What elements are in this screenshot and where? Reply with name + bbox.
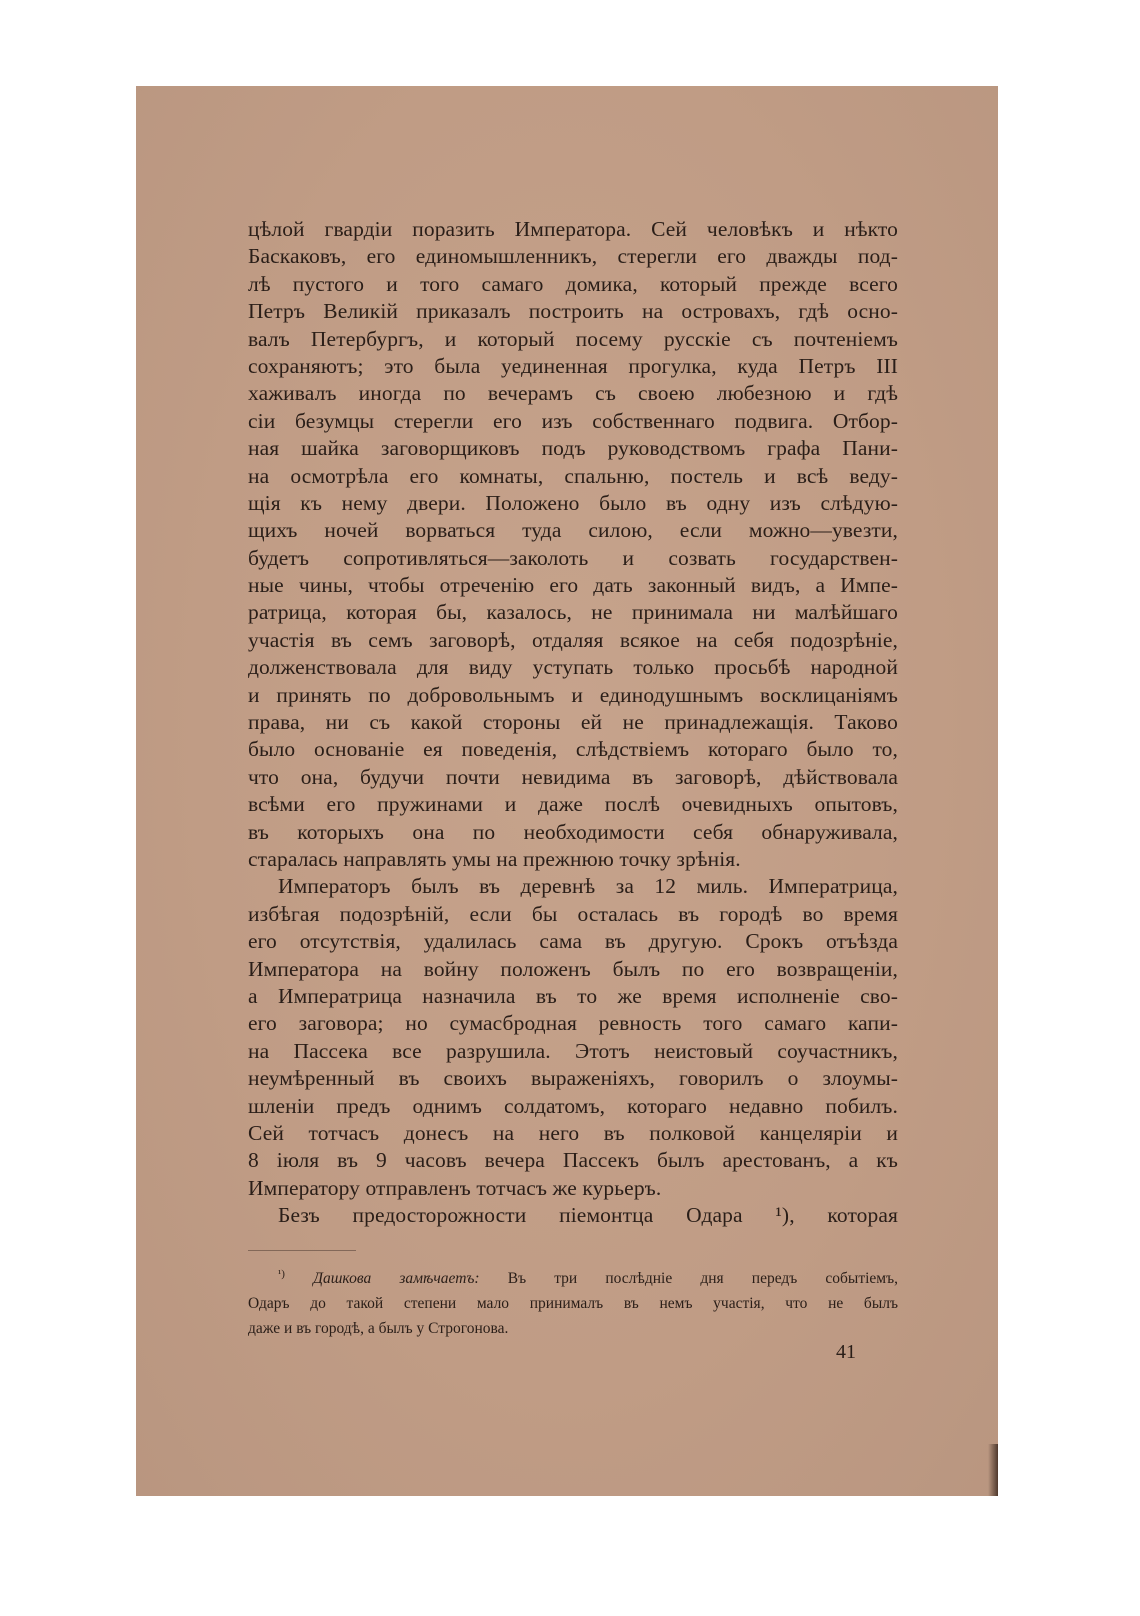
footnote-line: Одаръ до такой степени мало принималъ въ немъ участія, что не былъ [248,1295,898,1312]
text-line: и принять по добровольнымъ и единодушнымъ восклицаніямъ [248,682,898,707]
footnote-line [248,1266,898,1291]
text-line: цѣлой гвардіи поразить Императора. Сей человѣкъ и нѣкто [248,217,898,241]
text-line: всѣми его пружинами и даже послѣ очевидныхъ опытовъ, [248,792,898,817]
text-line: Императора на войну положенъ былъ по его возвращеніи, [248,956,898,981]
page-edge-shadow [988,1444,998,1496]
page-number: 41 [836,1341,856,1363]
text-line: Безъ предосторожности піемонтца Одара ¹), которая [278,1203,898,1228]
text-line: ратрица, которая бы, казалось, не принимала ни малѣйшаго [248,600,898,625]
text-line: старалась направлять умы на прежнюю точку зрѣнія. [248,846,741,871]
text-line: Петръ Великій приказалъ построить на островахъ, гдѣ осно- [248,299,898,324]
text-line: Императоръ былъ въ деревнѣ за 12 миль. Императрица, [278,874,898,899]
footnote-author: Дашкова замѣчаетъ: [313,1270,480,1287]
text-line: на осмотрѣла его комнаты, спальню, постель и всѣ веду- [248,463,898,488]
footnote-line: даже и въ городѣ, а былъ у Строгонова. [248,1320,509,1337]
text-line: сохраняютъ; это была уединенная прогулка, куда Петръ III [248,353,898,378]
text-line: Баскаковъ, его единомышленникъ, стерегли его дважды под- [248,244,898,269]
text-line: Императору отправленъ тотчасъ же курьеръ. [248,1175,662,1200]
text-line: его заговора; но сумасбродная ревность того самаго капи- [248,1011,898,1036]
text-line: щихъ ночей ворваться туда силою, если можно—увезти, [248,518,898,543]
text-line: долженствовала для виду уступать только просьбѣ народной [248,655,898,680]
text-line: права, ни съ какой стороны ей не принадлежащія. Таково [248,710,898,735]
text-line: на Пассека все разрушила. Этотъ неистовый соучастникъ, [248,1038,898,1063]
footnote-text: Въ три послѣдніе дня передъ событіемъ, [507,1270,898,1287]
text-line: хаживалъ иногда по вечерамъ съ своею любезною и гдѣ [248,381,898,406]
text-line: что она, будучи почти невидима въ заговорѣ, дѣйствовала [248,764,898,789]
text-line: будетъ сопротивляться—заколоть и созвать государствен- [248,545,898,570]
text-line: въ которыхъ она по необходимости себя обнаруживала, [248,819,898,844]
text-line: ная шайка заговорщиковъ подъ руководствомъ графа Пани- [248,436,898,461]
text-line: Сей тотчасъ донесъ на него въ полковой канцеляріи и [248,1120,898,1145]
text-line: избѣгая подозрѣній, если бы осталась въ городѣ во время [248,901,898,926]
text-line: 8 іюля въ 9 часовъ вечера Пассекъ былъ арестованъ, а къ [248,1148,898,1173]
text-line: сіи безумцы стерегли его изъ собственнаго подвига. Отбор- [248,408,898,433]
text-line: щія къ нему двери. Положено было въ одну изъ слѣдую- [248,490,898,515]
book-page [136,86,998,1496]
text-line: неумѣренный въ своихъ выраженіяхъ, говорилъ о злоумы- [248,1066,898,1091]
text-line: лѣ пустого и того самаго домика, который прежде всего [248,271,898,296]
text-line: а Императрица назначила въ то же время исполненіе сво- [248,983,898,1008]
text-line: было основаніе ея поведенія, слѣдствіемъ котораго было то, [248,737,898,762]
footnote [248,1266,898,1341]
main-text [248,216,898,1229]
text-line: его отсутствія, удалилась сама въ другую. Срокъ отъѣзда [248,929,898,954]
text-line: валъ Петербургъ, и который посему русскіе съ почтеніемъ [248,326,898,351]
text-line: ные чины, чтобы отреченію его дать законный видъ, а Импе- [248,573,898,598]
text-line: шленіи предъ однимъ солдатомъ, котораго недавно побилъ. [248,1093,898,1118]
footnote-rule [248,1250,356,1251]
text-line: участія въ семъ заговорѣ, отдаляя всякое на себя подозрѣніе, [248,627,898,652]
footnote-mark: ¹) [278,1267,285,1280]
